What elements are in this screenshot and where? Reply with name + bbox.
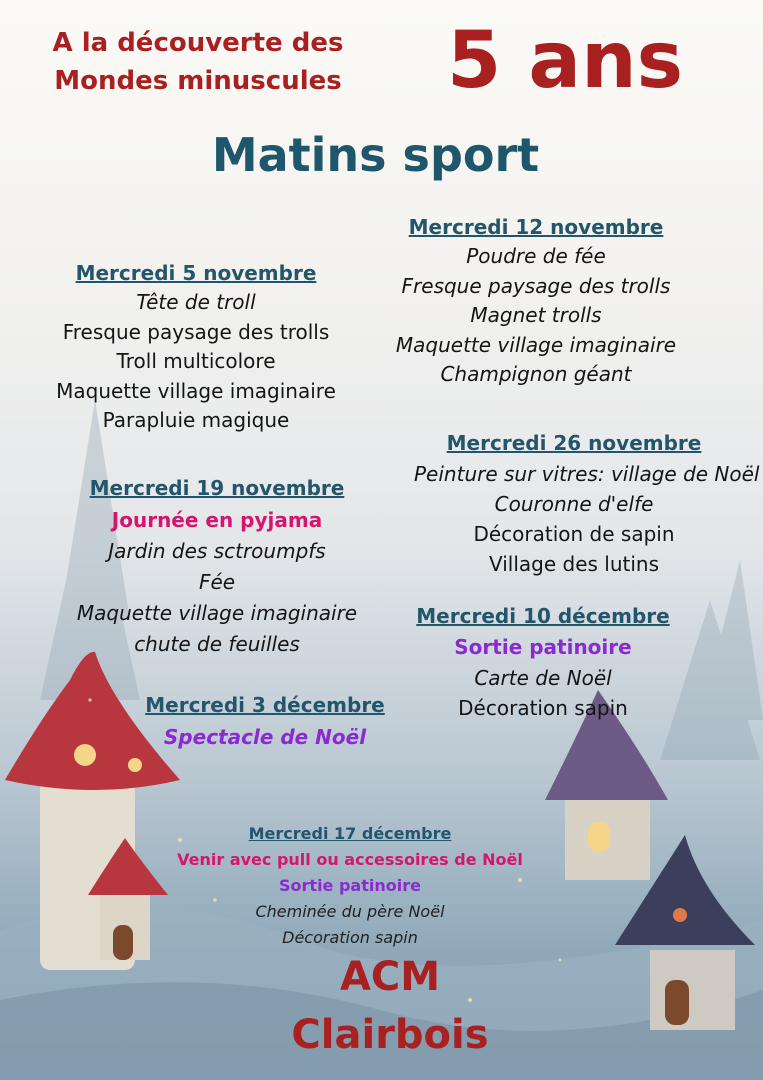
footer-acm: ACM <box>339 954 441 1000</box>
list-item: Carte de Noël <box>474 666 612 690</box>
list-item: Magnet trolls <box>470 303 602 327</box>
subtitle-line2: Mondes minuscules <box>54 66 342 96</box>
list-item: Village des lutins <box>488 552 660 576</box>
list-item: Parapluie magique <box>102 408 290 432</box>
session-highlight-pink: Venir avec pull ou accessoires de Noël <box>177 850 523 869</box>
session-date: Mercredi 17 décembre <box>248 824 452 843</box>
session-highlight: Sortie patinoire <box>454 635 632 659</box>
list-item: Peinture sur vitres: village de Noël <box>414 462 760 486</box>
list-item: Fresque paysage des trolls <box>62 319 330 344</box>
list-item: Cheminée du père Noël <box>255 902 445 921</box>
page-title: Matins sport <box>211 128 540 182</box>
session-date: Mercredi 26 novembre <box>446 431 702 455</box>
session-date: Mercredi 5 novembre <box>75 261 317 285</box>
list-item: Tête de troll <box>136 290 256 314</box>
session-highlight: Sortie patinoire <box>279 876 421 895</box>
list-item: Maquette village imaginaire <box>395 332 677 357</box>
list-item: Décoration sapin <box>282 928 418 947</box>
list-item: Troll multicolore <box>116 349 276 373</box>
session-date: Mercredi 12 novembre <box>408 215 664 239</box>
session-nov-12 <box>386 212 686 390</box>
list-item: Décoration sapin <box>458 696 628 720</box>
list-item: Décoration de sapin <box>473 522 675 546</box>
session-highlight: Spectacle de Noël <box>163 725 367 749</box>
subtitle-line1: A la découverte des <box>52 28 344 58</box>
session-date: Mercredi 3 décembre <box>145 693 385 717</box>
list-item: Couronne d'elfe <box>494 492 654 516</box>
session-nov-19 <box>67 472 367 660</box>
list-item: Champignon géant <box>440 362 632 386</box>
session-date: Mercredi 19 novembre <box>89 476 345 500</box>
session-date: Mercredi 10 décembre <box>416 604 670 628</box>
session-highlight: Journée en pyjama <box>111 508 323 532</box>
session-nov-5 <box>46 258 346 436</box>
footer-clairbois: Clairbois <box>291 1012 489 1058</box>
session-dec-10 <box>393 601 693 723</box>
list-item: chute de feuilles <box>134 632 300 656</box>
list-item: Fresque paysage des trolls <box>401 273 671 298</box>
list-item: Fée <box>198 570 236 594</box>
session-dec-3 <box>115 688 415 752</box>
list-item: Poudre de fée <box>466 244 606 268</box>
session-dec-17 <box>150 821 550 951</box>
list-item: Maquette village imaginaire <box>76 601 358 625</box>
list-item: Maquette village imaginaire <box>56 378 336 403</box>
session-nov-26 <box>414 427 760 579</box>
age-label: 5 ans <box>447 16 684 106</box>
list-item: Jardin des sctroumpfs <box>108 539 326 563</box>
